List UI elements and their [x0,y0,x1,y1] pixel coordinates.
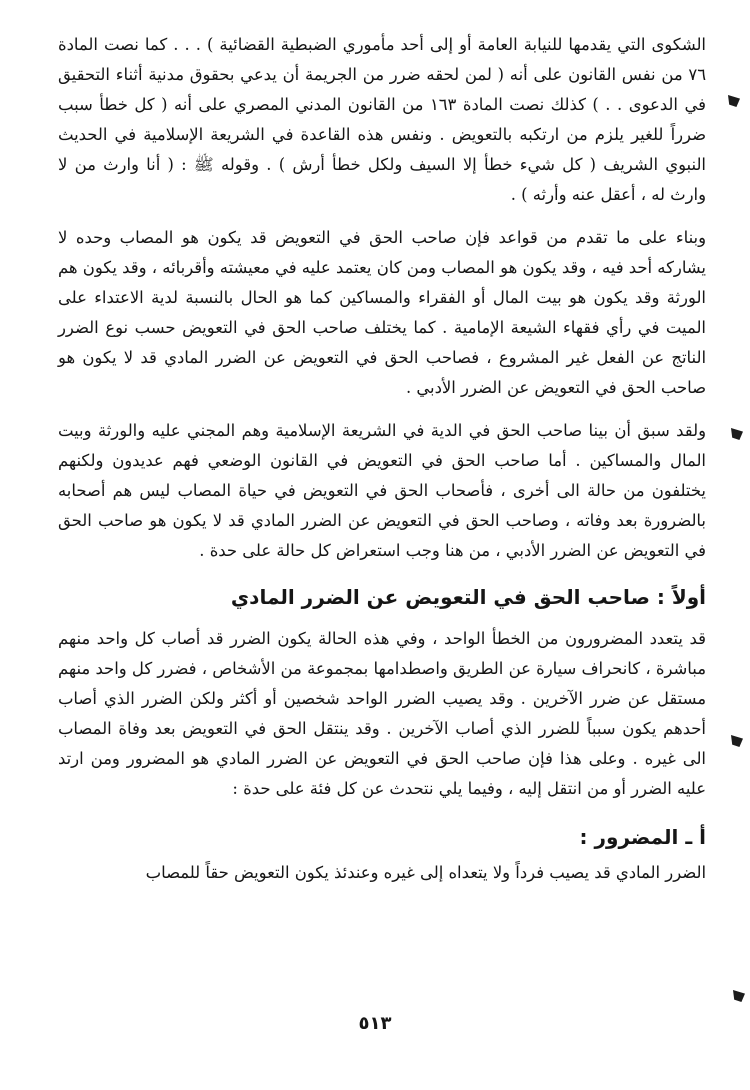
paragraph-legal-texts: الشكوى التي يقدمها للنيابة العامة أو إلى أحد مأموري الضبطية القضائية ) . . . كما نصت المادة ٧٦ من نفس القانون على أنه ( لمن لحقه ضرر من الجريمة أن يدعي بحقوق مدنية أثناء التحقيق في الدعوى . . ) كذلك نصت المادة ١٦٣ من القانون المدني المصري على أنه ( كل خطأ سبب ضرراً للغير يلزم من ارتكبه بالتعويض . ونفس هذه القاعدة في الشريعة الإسلامية في الحديث النبوي الشريف ( كل شيء خطأ إلا السيف ولكل خطأ أرش ) . وقوله ﷺ : ( أنا وارث من لا وارث له ، أعقل عنه وأرثه ) . [58,35,706,204]
paragraph-multiple-victims: قد يتعدد المضرورون من الخطأ الواحد ، وفي هذه الحالة يكون الضرر قد أصاب كل واحد منهم مباشرة ، كانحراف سيارة عن الطريق واصطدامها بمجموعة من الأشخاص ، فضرر كل واحد منهم مستقل عن ضرر الآخرين . وقد يصيب الضرر الواحد شخصين أو أكثر ولكن الضرر الذي أصاب أحدهم يكون سبباً للضرر الذي أصاب الآخرين . وقد ينتقل الحق في التعويض بعد وفاة المصاب الى غيره . وعلى هذا فإن صاحب الحق في التعويض عن الضرر المادي هو المضرور ومن ارتد عليه الضرر أو من انتقل إليه ، وفيما يلي نتحدث عن كل فئة على حدة : [58,629,706,798]
page-number: ٥١٣ [358,1013,392,1034]
margin-mark-icon [731,428,743,440]
margin-mark-icon [733,990,745,1002]
paragraph-rights-holders: وبناء على ما تقدم من قواعد فإن صاحب الحق في التعويض قد يكون هو المصاب وحده لا يشاركه أحد فيه ، وقد يكون هو المصاب ومن كان يعتمد عليه في معيشته وأقربائه ، وقد يكون هم الورثة وقد يكون هو بيت المال أو الفقراء والمساكين كما هو الحال بالنسبة لدية الاعتداء على الميت في رأي فقهاء الشيعة الإمامية . كما يختلف صاحب الحق في التعويض حسب نوع الضرر الناتج عن الفعل غير المشروع ، فصاحب الحق في التعويض عن الضرر المادي قد لا يكون هو صاحب الحق في التعويض عن الضرر الأدبي . [58,228,706,397]
margin-mark-icon [731,735,743,747]
page-body [58,30,706,888]
subheading-victim: أ ـ المضرور : [579,825,706,849]
paragraph-single-victim: الضرر المادي قد يصيب فرداً ولا يتعداه إلى غيره وعندئذ يكون التعويض حقاً للمصاب [145,863,706,882]
section-heading-material-damage: أولاً : صاحب الحق في التعويض عن الضرر المادي [230,585,706,609]
paragraph-diya-recipients: ولقد سبق أن بينا صاحب الحق في الدية في الشريعة الإسلامية وهم المجني عليه والورثة وبيت المال والمساكين . أما صاحب الحق في التعويض في القانون الوضعي فهم عديدون ولكنهم يختلفون من حالة الى أخرى ، فأصحاب الحق في التعويض في حياة المصاب ليس هم أصحابه بالضرورة بعد وفاته ، وصاحب الحق في التعويض عن الضرر المادي قد لا يكون هو صاحب الحق في التعويض عن الضرر الأدبي ، من هنا وجب استعراض كل حالة على حدة . [58,421,706,560]
margin-mark-icon [728,95,740,107]
